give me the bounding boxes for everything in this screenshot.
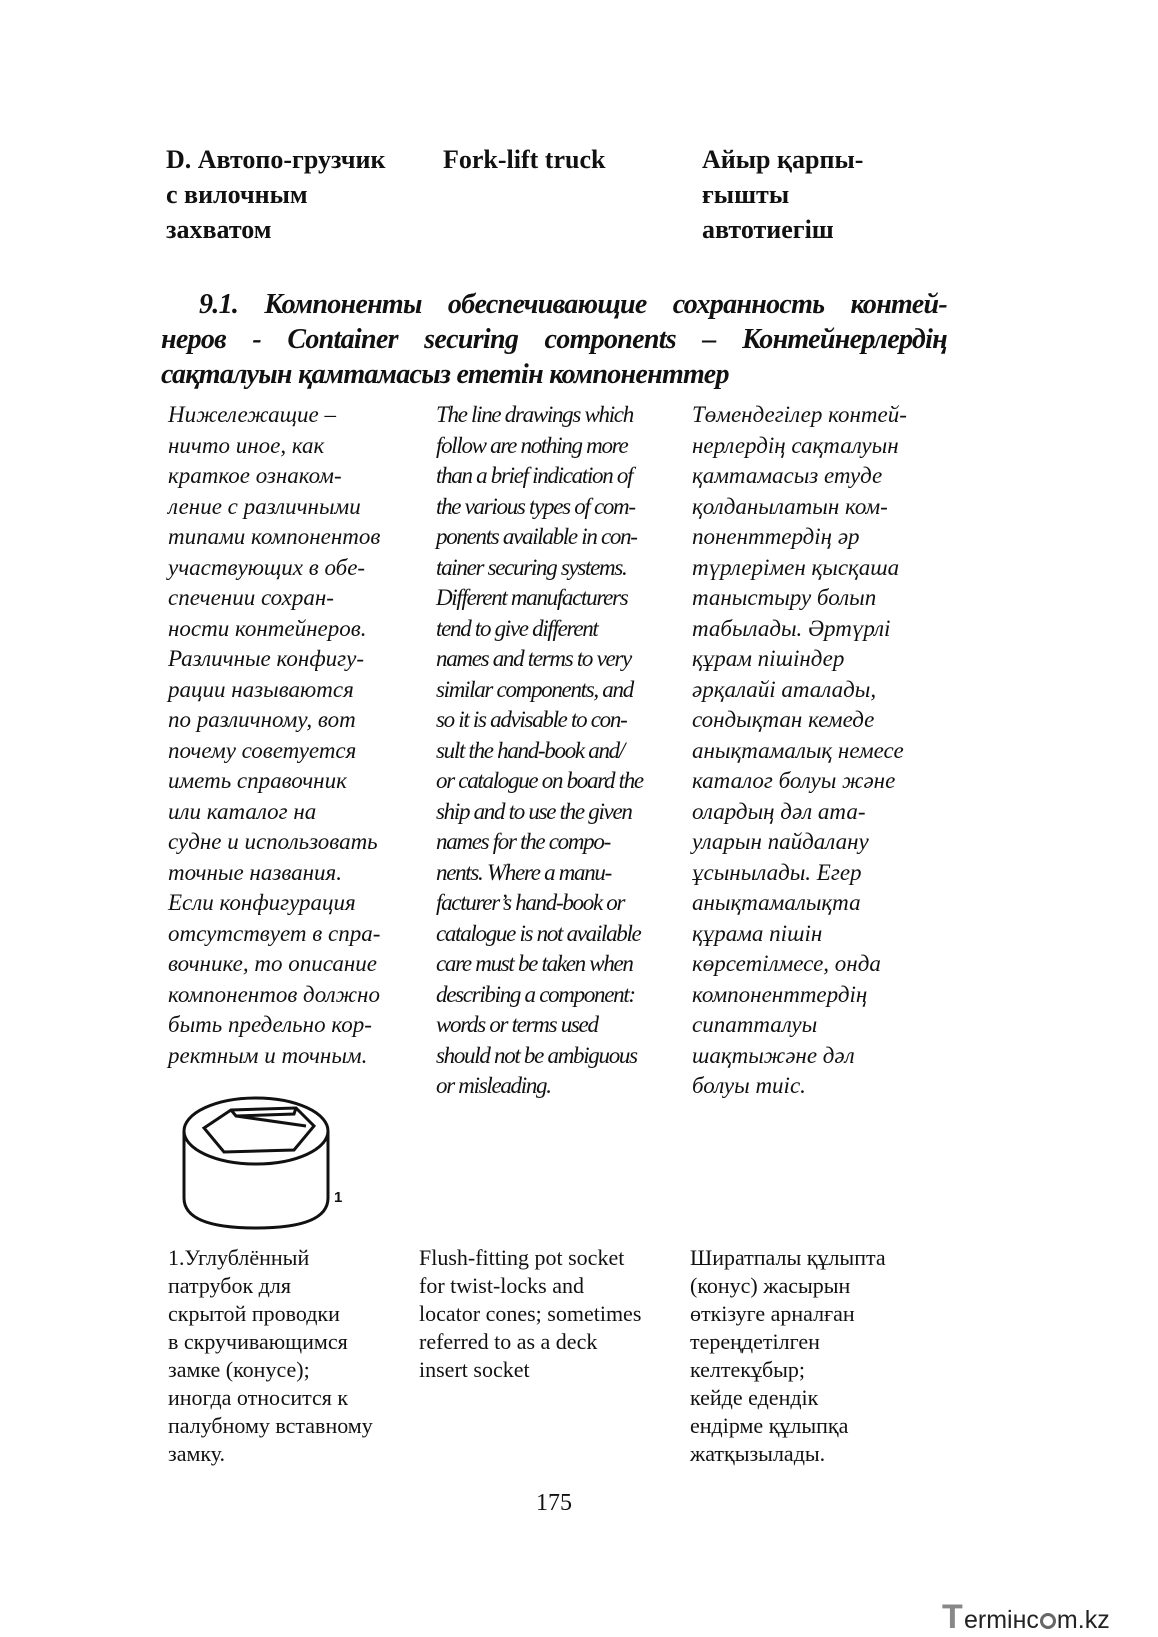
body-text-russian: Нижележащие – ничто иное, как краткое ознаком- ление с различными типами компонентов участвующих в обе- спечении сохран- ности контейнеров. Различные конфигу- рации называются по различному, вот почему советуется иметь справочник или каталог на судне и использовать точные названия. Если конфигурация отсутствует в спра- вочнике, то описание компонентов должно быть предельно кор- ректным и точным. [168, 402, 381, 1068]
heading-russian: D. Автопо-грузчик с вилочным захватом [166, 145, 386, 244]
caption-kazakh: Ширатпалы құлыпта (конус) жасырын өткізуге арналған тереңдетілген келтекұбыр; кейде едендік ендірме құлыпқа жатқызылады. [690, 1245, 886, 1466]
watermark-initial: T [942, 1598, 963, 1636]
body-text-english: The line drawings which follow are nothing more than a brief indication of the various types of com- ponents available in con- tainer securing systems. Different manufacturers tend to give different names and terms to very similar components, and so it is advisable to con- sult the hand-book and/ or catalogue on board the ship and to use the given names for the compo- nents. Where a manu- facturer’s hand-book or catalogue is not available care must be taken when describing a component: words or terms used should not be ambiguous or misleading. [436, 402, 643, 1098]
heading-kazakh: Айыр қарпы- ғышты автотиегіш [702, 145, 864, 244]
section-title-line-1: 9.1. Компоненты обеспечивающие сохранность контей- [199, 289, 947, 320]
figure-label: 1 [334, 1189, 343, 1206]
page-number: 175 [536, 1490, 572, 1516]
section-title-line-2: неров - Container securing components – Контейнерлердің [161, 324, 947, 355]
pot-socket-drawing [176, 1088, 366, 1236]
section-title-line-3: сақталуын қамтамасыз ететін компоненттер [161, 359, 729, 390]
watermark-text: ermінc m.kz [964, 1606, 1110, 1634]
watermark-o-icon [1040, 1613, 1056, 1629]
caption-english: Flush-fitting pot socket for twist-locks and locator cones; sometimes referred to as a deck insert socket [419, 1245, 642, 1382]
watermark-logo [942, 1600, 1158, 1637]
section-title [161, 287, 947, 392]
heading-english: Fork-lift truck [443, 145, 606, 174]
body-text-kazakh: Төмендегілер контей- нерлердің сақталуын қамтамасыз етуде қолданылатын ком- поненттердің әр түрлерімен қысқаша таныстыру болып табылады. Әртүрлі құрам пішіндер әрқалайі аталады, сондықтан кемеде анықтамалық немесе каталог болуы және олардың дәл ата- уларын пайдалану ұсынылады. Егер анықтамалықта құрама пішін көрсетілмесе, онда компоненттердің сипатталуы шақтыжәне дәл болуы тиіс. [692, 402, 907, 1098]
caption-russian: 1.Углублённый патрубок для скрытой проводки в скручивающимся замке (конусе); иногда относится к палубному вставному замку. [168, 1245, 373, 1466]
